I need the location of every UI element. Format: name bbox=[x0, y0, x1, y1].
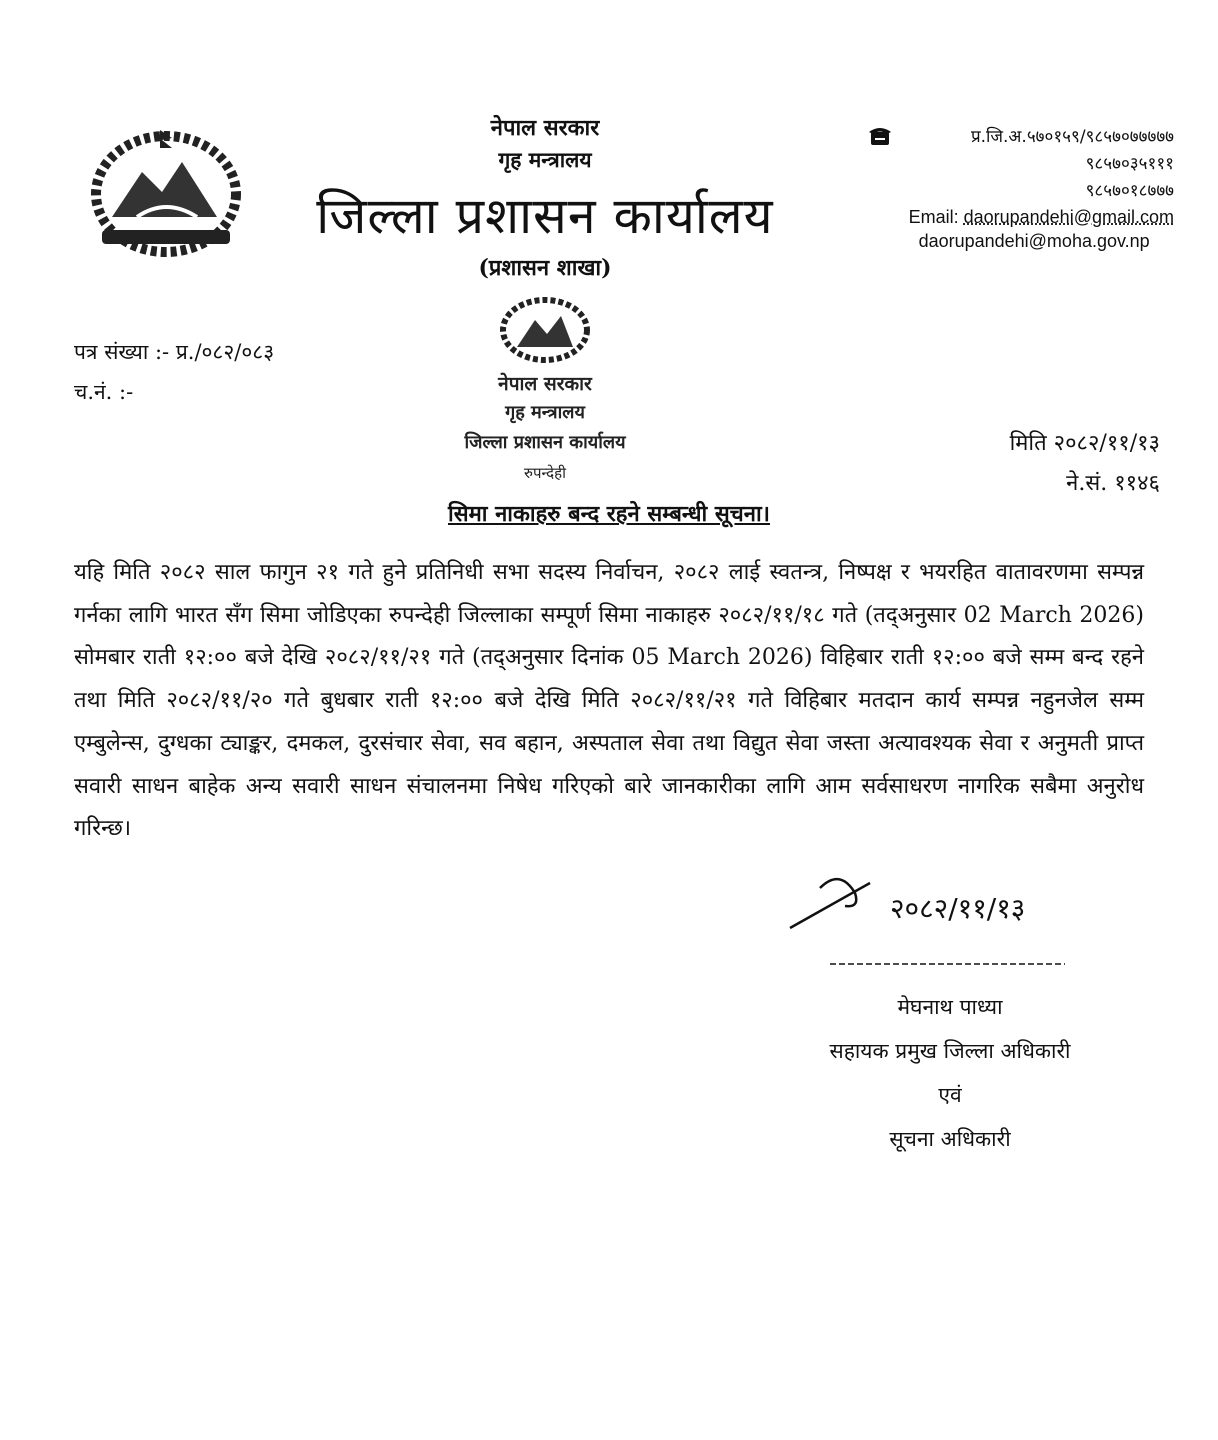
date-bs: मिति २०८२/११/१३ bbox=[1009, 431, 1160, 456]
date-block bbox=[1010, 424, 1160, 504]
notice-body: यहि मिति २०८२ साल फागुन २१ गते हुने प्रतिनिधी सभा सदस्य निर्वाचन, २०८२ लाई स्वतन्त्र, निष्पक्ष र भयरहित वातावरणमा सम्पन्न गर्नका लागि भारत सँग सिमा जोडिएका रुपन्देही जिल्लाका सम्पूर्ण सिमा नाकाहरु २०८२/११/१८ गते (तद्अनुसार 02 March 2026) सोमबार राती १२:०० बजे देखि २०८२/११/२१ गते (तद्अनुसार दिनांक 05 March 2026) विहिबार राती १२:०० बजे सम्म बन्द रहने तथा मिति २०८२/११/२० गते बुधबार राती १२:०० बजे देखि मिति २०८२/११/२१ गते विहिबार मतदान कार्य सम्पन्न नहुनजेल सम्म एम्बुलेन्स, दुग्धका ट्याङ्कर, दमकल, दुरसंचार सेवा, सव बहान, अस्पताल सेवा तथा विद्युत सेवा जस्ता अत्यावश्यक सेवा र अनुमती प्राप्त सवारी साधन बाहेक अन्य सवारी साधन संचालनमा निषेध गरिएको बारे जानकारीका लागि आम सर्वसाधरण नागरिक सबैमा अनुरोध गरिन्छ। bbox=[74, 560, 1144, 842]
subject-text: सिमा नाकाहरु बन्द रहने सम्बन्धी सूचना। bbox=[448, 501, 770, 527]
stamp-line-3: जिल्ला प्रशासन कार्यालय bbox=[464, 432, 626, 453]
stamp-line-1: नेपाल सरकार bbox=[498, 373, 592, 395]
handwritten-date: २०८२/११/१३ bbox=[890, 892, 1026, 925]
office-name: जिल्ला प्रशासन कार्यालय bbox=[316, 187, 774, 245]
office-stamp bbox=[415, 292, 675, 492]
phone-line-3: ९८५७०१८७७७ bbox=[1085, 181, 1174, 201]
sub-office: (प्रशासन शाखा) bbox=[478, 255, 612, 281]
handwritten-signature bbox=[780, 868, 1100, 978]
contact-block bbox=[909, 124, 1174, 253]
notice-subject bbox=[0, 498, 1218, 528]
government-name: नेपाल सरकार bbox=[490, 115, 600, 141]
phone-line-1: प्र.जि.अ.५७०१५९/९८५७०७७७७७ bbox=[970, 127, 1174, 147]
dispatch-number: च.नं. :- bbox=[74, 380, 134, 404]
email-moha[interactable]: daorupandehi@moha.gov.np bbox=[918, 231, 1150, 251]
email-gmail[interactable]: daorupandehi@gmail.com bbox=[963, 207, 1174, 227]
signer-title: सहायक प्रमुख जिल्ला अधिकारी bbox=[829, 1039, 1071, 1063]
signer-conjunction: एवं bbox=[938, 1083, 962, 1107]
email-label: Email: bbox=[908, 207, 959, 227]
stamp-line-4: रुपन्देही bbox=[524, 464, 566, 482]
phone-line-2: ९८५७०३५१११ bbox=[1085, 154, 1174, 174]
telephone-icon bbox=[869, 126, 891, 146]
ministry-name: गृह मन्त्रालय bbox=[498, 147, 592, 172]
stamp-line-2: गृह मन्त्रालय bbox=[505, 402, 585, 423]
signer-role: सूचना अधिकारी bbox=[889, 1127, 1011, 1151]
letter-number: पत्र संख्या :- प्र./०८२/०८३ bbox=[74, 340, 275, 364]
signer-block bbox=[780, 985, 1120, 1161]
date-nepal-sambat: ने.सं. ११४६ bbox=[1066, 471, 1160, 496]
nepal-emblem-icon bbox=[82, 122, 250, 262]
signer-name: मेघनाथ पाध्या bbox=[897, 995, 1003, 1019]
